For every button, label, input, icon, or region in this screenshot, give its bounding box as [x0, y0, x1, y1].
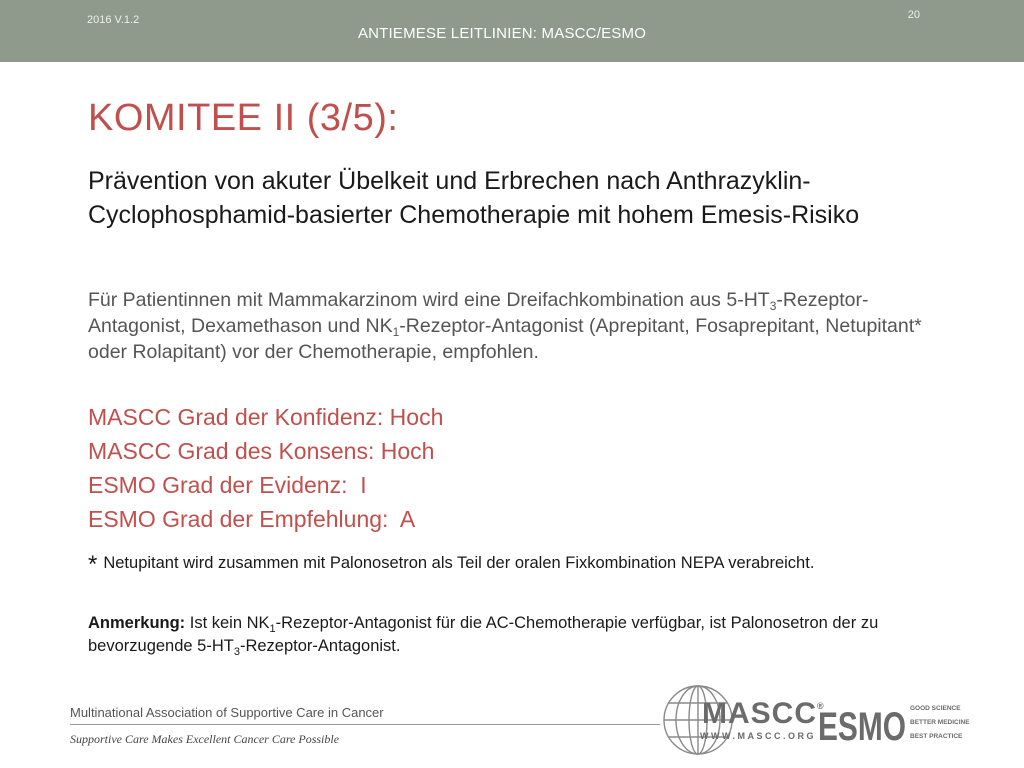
footnote — [88, 552, 888, 576]
note-text-part: -Rezeptor-Antagonist für die AC-Chemotherapie verfügbar, ist Palonosetron der zu bevorzugende 5-HT — [88, 614, 879, 655]
footnote-asterisk: * — [88, 551, 98, 578]
subscript: 3 — [233, 646, 240, 658]
page-number: 20 — [907, 9, 920, 21]
grade-mascc-confidence: MASCC Grad der Konfidenz: Hoch — [88, 404, 444, 430]
body-text-part: -Rezeptor-Antagonist, Dexamethason und NK — [88, 289, 869, 337]
note-text-part: Ist kein NK — [185, 614, 270, 632]
header-title: ANTIEMESE LEITLINIEN: MASCC/ESMO — [357, 25, 647, 42]
subscript: 1 — [392, 325, 400, 339]
note-label: Anmerkung: — [88, 614, 186, 632]
trademark: ® — [817, 701, 825, 711]
esmo-tagline — [910, 702, 970, 744]
esmo-logo — [818, 700, 908, 746]
body-text-part: Für Patientinnen mit Mammakarzinom wird eine Dreifachkombination aus 5-HT — [88, 289, 770, 311]
grade-mascc-consensus: MASCC Grad des Konsens: Hoch — [88, 438, 435, 464]
header-bar — [0, 0, 1024, 62]
slide-title: KOMITEE II (3/5): — [88, 97, 399, 139]
mascc-logo — [660, 681, 825, 759]
esmo-tagline-line: GOOD SCIENCE — [910, 705, 961, 712]
subscript: 3 — [769, 299, 777, 313]
note-text-part: -Rezeptor-Antagonist. — [239, 637, 401, 655]
grade-esmo-evidence: ESMO Grad der Evidenz: I — [88, 472, 367, 498]
subscript: 1 — [269, 623, 276, 635]
footnote-text: Netupitant wird zusammen mit Palonosetron als Teil der oralen Fixkombination NEPA verabreicht. — [103, 554, 815, 572]
note — [88, 612, 888, 658]
esmo-wordmark: ESMO — [818, 705, 906, 746]
slide-subtitle: Prävention von akuter Übelkeit und Erbrechen nach Anthrazyklin-Cyclophosphamid-basierter Chemotherapie mit hohem Emesis-Risiko — [88, 167, 860, 229]
grade-esmo-recommendation: ESMO Grad der Empfehlung: A — [88, 506, 416, 532]
esmo-tagline-line: BETTER MEDICINE — [910, 719, 970, 726]
body-text-part: -Rezeptor-Antagonist (Aprepitant, Fosaprepitant, Netupitant* oder Rolapitant) vor der Chemotherapie, empfohlen. — [88, 315, 922, 363]
mascc-word: MASCC — [702, 697, 817, 730]
esmo-tagline-line: BEST PRACTICE — [910, 733, 963, 740]
organization-name: Multinational Association of Supportive Care in Cancer — [70, 705, 384, 720]
footer-divider — [70, 724, 660, 725]
mascc-url: WWW.MASCC.ORG — [700, 731, 816, 741]
grades-list — [88, 400, 443, 536]
slogan: Supportive Care Makes Excellent Cancer Care Possible — [70, 732, 340, 746]
recommendation-text — [88, 287, 948, 365]
version-label: 2016 V.1.2 — [87, 14, 140, 26]
mascc-wordmark — [702, 697, 825, 731]
